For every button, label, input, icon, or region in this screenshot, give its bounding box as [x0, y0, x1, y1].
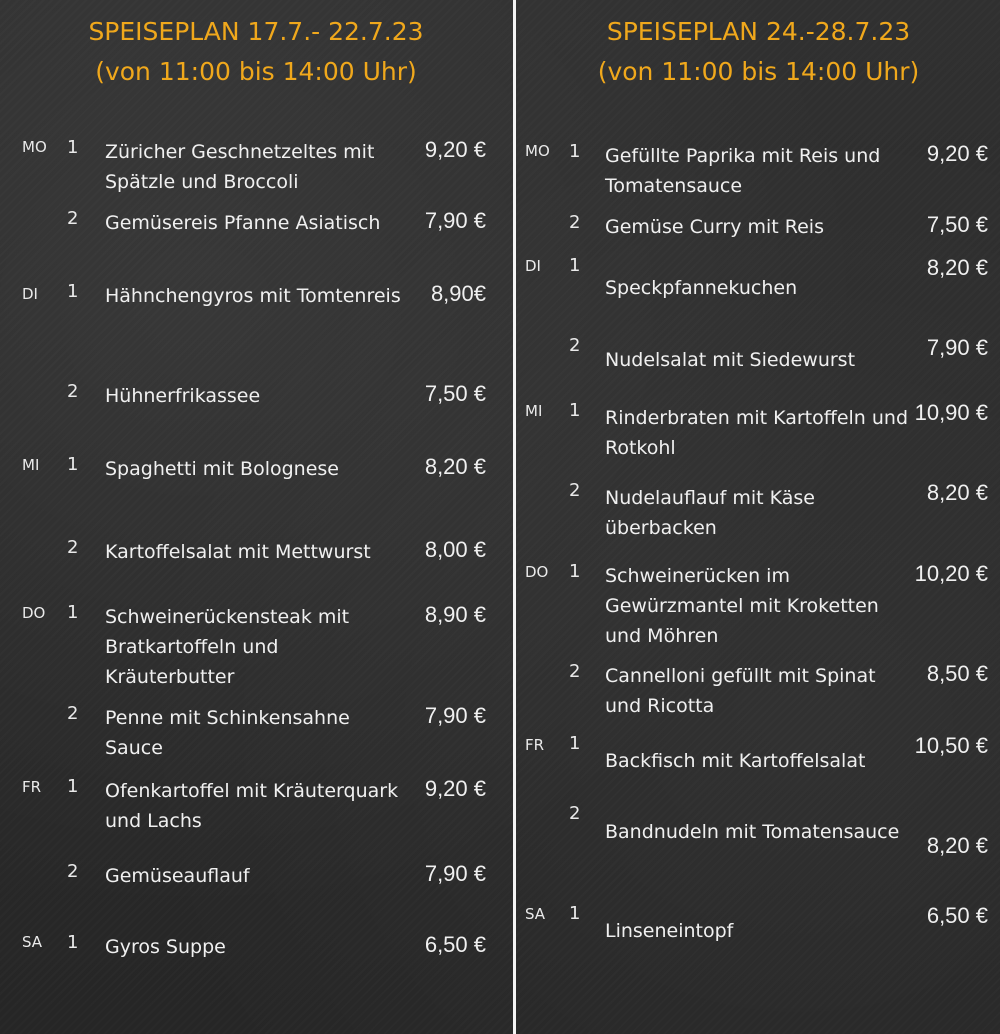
- dish-price: 10,50 €: [914, 733, 988, 758]
- dish-price: 6,50 €: [424, 932, 486, 957]
- dish-name: Hühnerfrikassee: [105, 385, 261, 407]
- dish-name: Schweinerückensteak mit Bratkartoffeln und Kräuterbutter: [105, 606, 350, 688]
- item-number: 2: [67, 381, 79, 402]
- dish-price: 9,20 €: [926, 141, 988, 166]
- dish-name: Spaghetti mit Bolognese: [105, 458, 339, 480]
- day-label: DI: [22, 285, 38, 303]
- dish-price: 8,00 €: [424, 537, 486, 562]
- item-number: 1: [569, 255, 581, 276]
- dish-name: Schweinerücken im Gewürzmantel mit Kroketten und Möhren: [605, 565, 879, 647]
- item-number: 1: [67, 281, 79, 302]
- item-number: 1: [67, 454, 79, 475]
- dish-name: Speckpfannekuchen: [605, 277, 798, 299]
- item-number: 1: [67, 932, 79, 953]
- dish-price: 7,90 €: [424, 703, 486, 728]
- dish-name: Kartoffelsalat mit Mettwurst: [105, 541, 371, 563]
- dish-price: 9,20 €: [424, 137, 486, 162]
- item-number: 1: [569, 141, 581, 162]
- dish-name: Bandnudeln mit Tomatensauce: [605, 821, 900, 843]
- item-number: 1: [67, 137, 79, 158]
- dish-name: Gemüse Curry mit Reis: [605, 216, 824, 238]
- dish-name: Gemüsereis Pfanne Asiatisch: [105, 212, 381, 234]
- dish-price: 7,90 €: [424, 208, 486, 233]
- dish-name: Backfisch mit Kartoffelsalat: [605, 750, 866, 772]
- menu-title-line2: (von 11:00 bis 14:00 Uhr): [597, 57, 920, 86]
- day-label: SA: [22, 933, 43, 951]
- dish-price: 8,20 €: [926, 255, 988, 280]
- dish-price: 6,50 €: [926, 903, 988, 928]
- day-label: SA: [525, 905, 546, 923]
- dish-name: Gemüseauflauf: [105, 865, 250, 887]
- dish-price: 9,20 €: [424, 776, 486, 801]
- dish-name: Nudelauflauf mit Käse überbacken: [605, 487, 815, 539]
- dish-price: 7,90 €: [926, 335, 988, 360]
- dish-price: 8,90 €: [424, 602, 486, 627]
- dish-name: Penne mit Schinkensahne Sauce: [105, 707, 350, 759]
- menu-title: [517, 12, 1000, 92]
- day-label: DO: [22, 604, 46, 622]
- dish-name: Gyros Suppe: [105, 936, 226, 958]
- dish-name: Ofenkartoffel mit Kräuterquark und Lachs: [105, 780, 399, 832]
- item-number: 2: [67, 208, 79, 229]
- dish-price: 8,50 €: [926, 661, 988, 686]
- dish-price: 7,50 €: [424, 381, 486, 406]
- dish-price: 8,90€: [430, 281, 486, 306]
- menu-title-line1: SPEISEPLAN 17.7.- 22.7.23: [88, 17, 424, 46]
- dish-name: Rinderbraten mit Kartoffeln und Rotkohl: [605, 407, 909, 459]
- menu-title: [0, 12, 512, 92]
- menu-title-line1: SPEISEPLAN 24.-28.7.23: [606, 17, 911, 46]
- item-number: 2: [67, 703, 79, 724]
- dish-price: 10,90 €: [914, 400, 988, 425]
- item-number: 1: [67, 602, 79, 623]
- dish-name: Linseneintopf: [605, 920, 734, 942]
- item-number: 1: [569, 903, 581, 924]
- dish-price: 8,20 €: [926, 833, 988, 858]
- dish-price: 7,50 €: [926, 212, 988, 237]
- day-label: DO: [525, 563, 549, 581]
- dish-name: Züricher Geschnetzeltes mit Spätzle und Broccoli: [105, 141, 375, 193]
- dish-price: 10,20 €: [914, 561, 988, 586]
- day-label: MO: [22, 138, 47, 156]
- dish-name: Gefüllte Paprika mit Reis und Tomatensauce: [605, 145, 881, 197]
- item-number: 1: [569, 400, 581, 421]
- day-label: FR: [525, 736, 545, 754]
- dish-price: 8,20 €: [926, 480, 988, 505]
- day-label: MO: [525, 142, 550, 160]
- item-number: 2: [569, 212, 581, 233]
- dish-price: 8,20 €: [424, 454, 486, 479]
- day-label: MI: [525, 402, 543, 420]
- item-number: 2: [569, 803, 581, 824]
- item-number: 1: [67, 776, 79, 797]
- menu-week-2: [517, 0, 1000, 1034]
- dish-price: 7,90 €: [424, 861, 486, 886]
- menu-title-line2: (von 11:00 bis 14:00 Uhr): [95, 57, 417, 86]
- item-number: 2: [569, 335, 581, 356]
- item-number: 2: [67, 861, 79, 882]
- item-number: 2: [67, 537, 79, 558]
- item-number: 1: [569, 733, 581, 754]
- dish-name: Nudelsalat mit Siedewurst: [605, 349, 856, 371]
- item-number: 1: [569, 561, 581, 582]
- day-label: MI: [22, 456, 40, 474]
- dish-name: Hähnchengyros mit Tomtenreis: [105, 285, 401, 307]
- item-number: 2: [569, 480, 581, 501]
- day-label: FR: [22, 778, 42, 796]
- dish-name: Cannelloni gefüllt mit Spinat und Ricotta: [605, 665, 876, 717]
- column-divider: [513, 0, 516, 1034]
- item-number: 2: [569, 661, 581, 682]
- day-label: DI: [525, 257, 541, 275]
